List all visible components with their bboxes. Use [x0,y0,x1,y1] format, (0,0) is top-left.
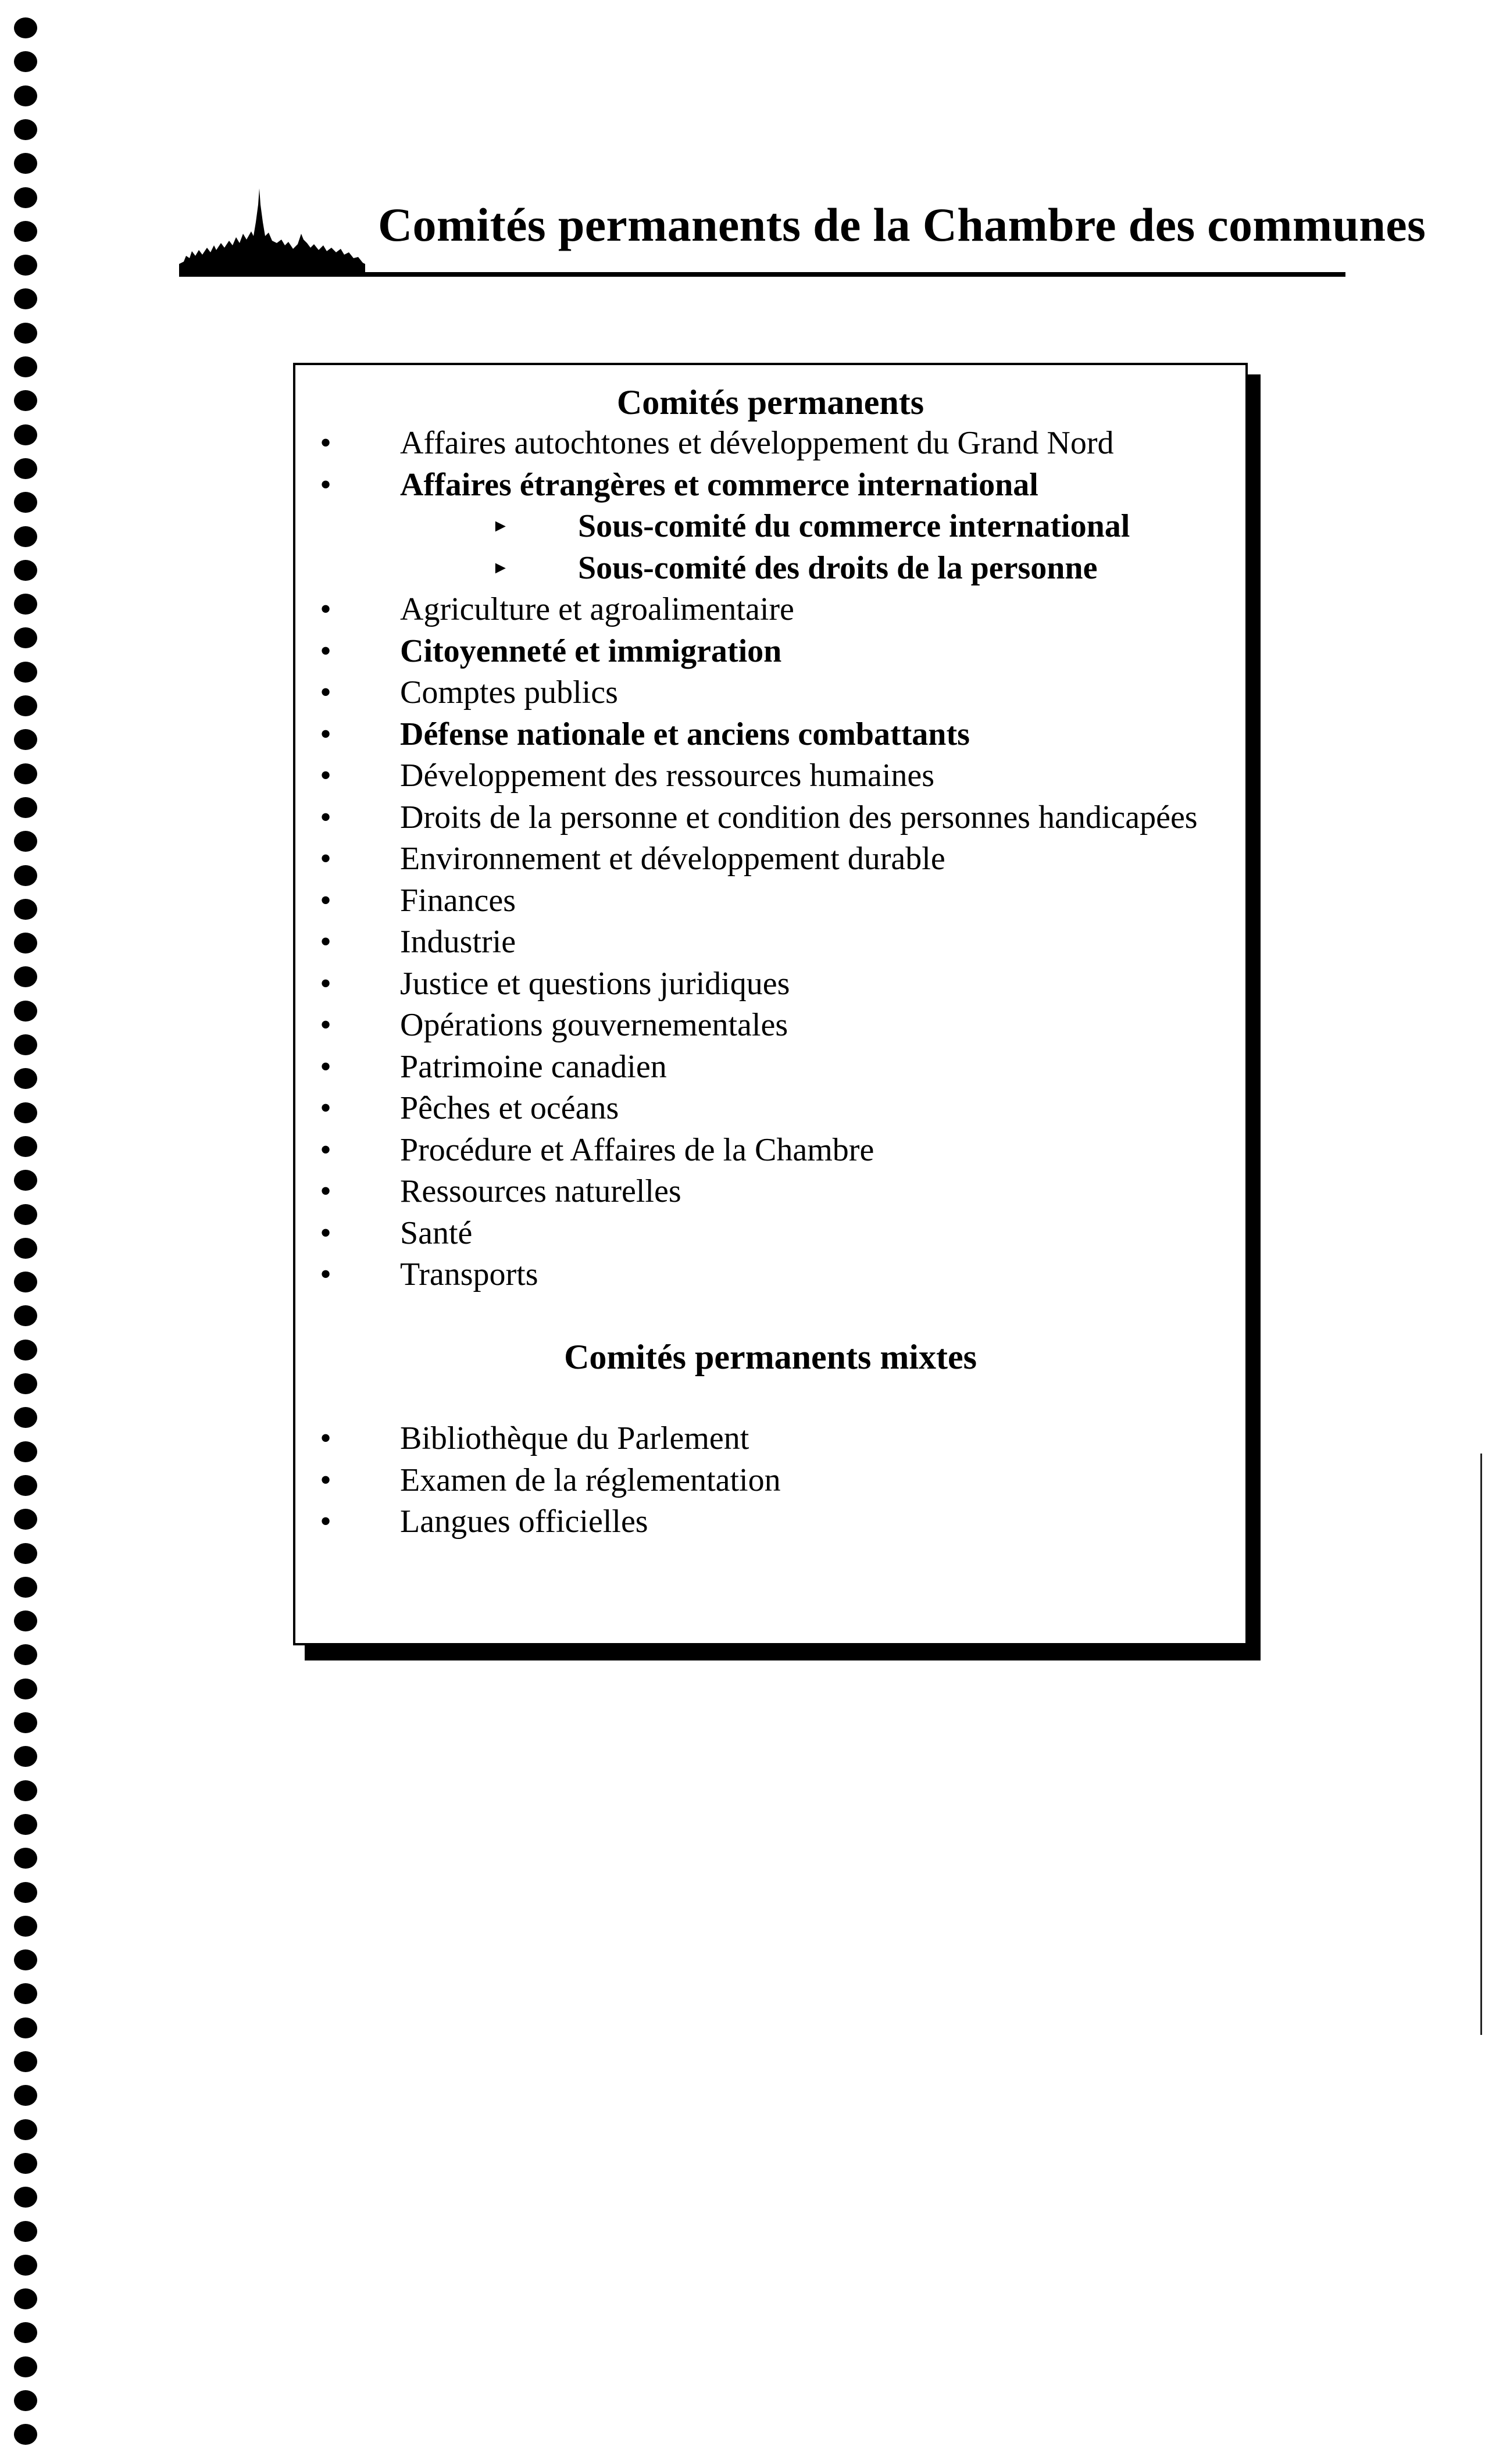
bullet-icon: • [320,924,331,960]
binding-hole [14,288,37,309]
binding-hole [14,1949,37,1970]
binding-hole [14,1577,37,1598]
committee-label: Patrimoine canadien [400,1048,667,1085]
binding-hole [14,831,37,852]
bullet-icon: • [320,591,331,627]
header-divider [179,272,1345,277]
arrow-bullet-icon: ► [492,558,509,577]
binding-hole [14,1543,37,1564]
binding-hole [14,1102,37,1123]
bullet-icon: • [320,841,331,877]
committee-label: Droits de la personne et condition des personnes handicapées [400,799,1198,835]
committee-label: Ressources naturelles [400,1173,681,1209]
page-title: Comités permanents de la Chambre des communes [378,198,1426,251]
committee-label: Sous-comité du commerce international [578,508,1130,544]
binding-hole [14,594,37,615]
binding-hole [14,662,37,683]
bullet-icon: • [320,1090,331,1126]
committee-label: Bibliothèque du Parlement [400,1420,749,1456]
binding-hole [14,1882,37,1903]
binding-hole [14,1916,37,1937]
binding-hole [14,1679,37,1699]
binding-hole [14,1001,37,1022]
binding-hole [14,1746,37,1767]
standing-committees-title: Comités permanents [616,383,924,422]
committee-label: Développement des ressources humaines [400,758,935,794]
committee-label: Citoyenneté et immigration [400,633,782,669]
binding-hole [14,2085,37,2106]
binding-hole [14,323,37,344]
bullet-icon: • [320,674,331,710]
binding-hole [14,424,37,445]
binding-hole [14,2187,37,2208]
binding-hole [14,933,37,954]
bullet-icon: • [320,799,331,835]
binding-hole [14,1373,37,1394]
binding-hole [14,1034,37,1055]
binding-hole [14,2017,37,2038]
binding-hole [14,2153,37,2174]
binding-hole [14,492,37,513]
bullet-icon: • [320,466,331,503]
committee-label: Affaires autochtones et développement du Grand Nord [400,425,1114,461]
binding-hole [14,1848,37,1869]
binding-hole [14,2119,37,2140]
binding-hole [14,2424,37,2445]
binding-hole [14,1712,37,1733]
binding-hole [14,1238,37,1259]
binding-hole [14,2221,37,2242]
spiral-binding [8,17,49,2454]
binding-hole [14,1509,37,1530]
parliament-silhouette-icon [179,187,365,274]
binding-hole [14,1610,37,1631]
committee-label: Sous-comité des droits de la personne [578,549,1098,586]
committee-label: Pêches et océans [400,1090,619,1126]
binding-hole [14,1780,37,1801]
binding-hole [14,1407,37,1428]
binding-hole [14,2051,37,2072]
committee-label: Environnement et développement durable [400,841,945,877]
binding-hole [14,627,37,648]
binding-hole [14,1272,37,1292]
binding-hole [14,1983,37,2004]
binding-hole [14,695,37,716]
committee-label: Opérations gouvernementales [400,1007,788,1043]
binding-hole [14,899,37,920]
bullet-icon: • [320,1462,331,1498]
binding-hole [14,187,37,208]
binding-hole [14,1305,37,1326]
binding-hole [14,1170,37,1191]
bullet-icon: • [320,425,331,461]
page-header [179,174,1426,279]
committee-label: Comptes publics [400,674,618,710]
committee-label: Justice et questions juridiques [400,965,790,1002]
binding-hole [14,390,37,411]
bullet-icon: • [320,1048,331,1085]
binding-hole [14,1340,37,1360]
binding-hole [14,1204,37,1225]
binding-hole [14,356,37,377]
bullet-icon: • [320,1131,331,1168]
committee-label: Examen de la réglementation [400,1462,781,1498]
binding-hole [14,2288,37,2309]
committees-box [293,363,1248,1645]
bullet-icon: • [320,1215,331,1251]
binding-hole [14,966,37,987]
bullet-icon: • [320,716,331,752]
binding-hole [14,1475,37,1496]
binding-hole [14,2255,37,2276]
binding-hole [14,729,37,750]
bullet-icon: • [320,1504,331,1540]
bullet-icon: • [320,882,331,919]
binding-hole [14,1814,37,1835]
binding-hole [14,221,37,242]
bullet-icon: • [320,965,331,1002]
binding-hole [14,1644,37,1665]
binding-hole [14,17,37,38]
committee-label: Affaires étrangères et commerce international [400,466,1038,503]
committee-label: Transports [400,1256,538,1292]
binding-hole [14,1068,37,1089]
binding-hole [14,2322,37,2343]
bullet-icon: • [320,758,331,794]
committee-label: Procédure et Affaires de la Chambre [400,1131,874,1168]
bullet-icon: • [320,1256,331,1292]
committee-label: Agriculture et agroalimentaire [400,591,794,627]
bullet-icon: • [320,633,331,669]
bullet-icon: • [320,1173,331,1209]
binding-hole [14,1441,37,1462]
bullet-icon: • [320,1420,331,1456]
committee-label: Santé [400,1215,473,1251]
binding-hole [14,51,37,72]
page-edge-line [1480,1454,1482,2035]
committee-label: Finances [400,882,516,919]
binding-hole [14,458,37,479]
binding-hole [14,526,37,547]
binding-hole [14,763,37,784]
committee-label: Défense nationale et anciens combattants [400,716,970,752]
joint-committees-title: Comités permanents mixtes [564,1338,977,1376]
binding-hole [14,2390,37,2411]
bullet-icon: • [320,1007,331,1043]
arrow-bullet-icon: ► [492,516,509,535]
binding-hole [14,865,37,886]
committee-label: Industrie [400,924,516,960]
binding-hole [14,119,37,140]
binding-hole [14,255,37,276]
binding-hole [14,153,37,174]
binding-hole [14,2356,37,2377]
binding-hole [14,797,37,818]
binding-hole [14,85,37,106]
committee-label: Langues officielles [400,1504,648,1540]
binding-hole [14,560,37,581]
binding-hole [14,1136,37,1157]
